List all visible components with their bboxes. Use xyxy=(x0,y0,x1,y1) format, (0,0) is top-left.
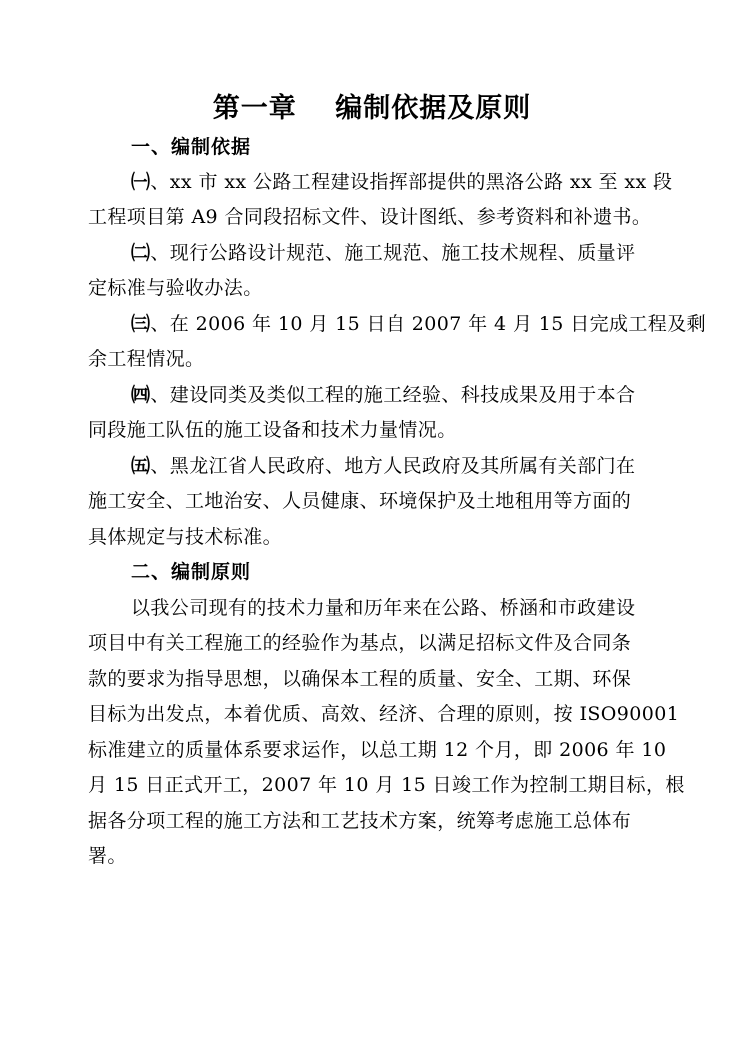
basis-item-4-line-2: 同段施工队伍的施工设备和技术力量情况。 xyxy=(88,419,457,441)
section-heading-basis: 一、编制依据 xyxy=(131,136,252,158)
principles-line-5: 标准建立的质量体系要求运作，以总工期 12 个月，即 2006 年 10 xyxy=(88,739,667,761)
item-number: ㈠ xyxy=(131,171,151,193)
principles-line-8: 署。 xyxy=(88,845,127,867)
basis-item-1-line-2: 工程项目第 A9 合同段招标文件、设计图纸、参考资料和补遗书。 xyxy=(88,206,652,228)
basis-item-5-line-3: 具体规定与技术标准。 xyxy=(88,526,283,548)
item-number: ㈣ xyxy=(131,384,151,406)
item-number: ㈡ xyxy=(131,242,151,264)
principles-line-1: 以我公司现有的技术力量和历年来在公路、桥涵和市政建设 xyxy=(131,597,636,619)
principles-line-7: 据各分项工程的施工方法和工艺技术方案，统筹考虑施工总体布 xyxy=(88,810,632,832)
basis-item-3-line-2: 余工程情况。 xyxy=(88,348,205,370)
principles-line-3: 款的要求为指导思想，以确保本工程的质量、安全、工期、环保 xyxy=(88,668,632,690)
basis-item-2-line-2: 定标准与验收办法。 xyxy=(88,277,263,299)
item-number: ㈢ xyxy=(131,313,151,335)
chapter-title: 第一章 编制依据及原则 xyxy=(212,93,532,124)
basis-item-5-line-1: ㈤、黑龙江省人民政府、地方人民政府及其所属有关部门在 xyxy=(131,455,636,477)
basis-item-2-line-1: ㈡、现行公路设计规范、施工规范、施工技术规程、质量评 xyxy=(131,242,636,264)
principles-line-2: 项目中有关工程施工的经验作为基点，以满足招标文件及合同条 xyxy=(88,632,632,654)
section-heading-principles: 二、编制原则 xyxy=(131,561,252,583)
basis-item-4-line-1: ㈣、建设同类及类似工程的施工经验、科技成果及用于本合 xyxy=(131,384,636,406)
basis-item-3-line-1: ㈢、在 2006 年 10 月 15 日自 2007 年 4 月 15 日完成工程及剩 xyxy=(131,313,707,335)
principles-line-6: 月 15 日正式开工，2007 年 10 月 15 日竣工作为控制工期目标，根 xyxy=(88,774,685,796)
item-number: ㈤ xyxy=(131,455,151,477)
principles-line-4: 目标为出发点，本着优质、高效、经济、合理的原则，按 ISO90001 xyxy=(88,703,680,725)
basis-item-5-line-2: 施工安全、工地治安、人员健康、环境保护及土地租用等方面的 xyxy=(88,490,632,512)
basis-item-1-line-1: ㈠、xx 市 xx 公路工程建设指挥部提供的黑洛公路 xx 至 xx 段 xyxy=(131,171,673,193)
